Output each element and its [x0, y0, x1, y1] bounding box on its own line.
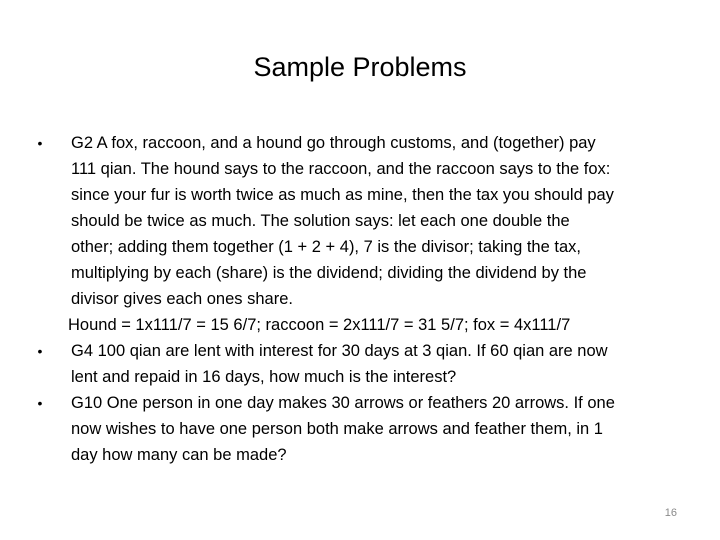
problem-g4 [30, 338, 700, 390]
problem-text-line: divisor gives each ones share. [71, 290, 293, 308]
problem-text-line: now wishes to have one person both make arrows and feather them, in 1 [71, 420, 603, 438]
problem-text-line: multiplying by each (share) is the dividend; dividing the dividend by the [71, 264, 587, 282]
problem-text-line: lent and repaid in 16 days, how much is the interest? [71, 368, 457, 386]
problem-g2-answer: Hound = 1x111/7 = 15 6/7; raccoon = 2x111/7 = 31 5/7; fox = 4x111/7 [68, 316, 571, 334]
problem-text-line: other; adding them together (1 + 2 + 4), 7 is the divisor; taking the tax, [71, 238, 581, 256]
page-number: 16 [664, 507, 677, 519]
problem-text-line: G10 One person in one day makes 30 arrows or feathers 20 arrows. If one [71, 394, 615, 412]
slide-title: Sample Problems [253, 52, 467, 82]
slide-content [30, 130, 700, 468]
bullet-icon: • [37, 343, 43, 359]
bullet-icon: • [37, 395, 43, 411]
problem-text-line: since your fur is worth twice as much as mine, then the tax you should pay [71, 186, 614, 204]
problem-g10 [30, 390, 700, 468]
problem-text-line: should be twice as much. The solution says: let each one double the [71, 212, 570, 230]
problem-g2 [30, 130, 700, 312]
problem-text-line: G4 100 qian are lent with interest for 30 days at 3 qian. If 60 qian are now [71, 342, 608, 360]
bullet-icon: • [37, 135, 43, 151]
problem-text-line: 111 qian. The hound says to the raccoon, and the raccoon says to the fox: [71, 160, 611, 178]
problem-text-line: day how many can be made? [71, 446, 287, 464]
problem-text-line: G2 A fox, raccoon, and a hound go through customs, and (together) pay [71, 134, 596, 152]
